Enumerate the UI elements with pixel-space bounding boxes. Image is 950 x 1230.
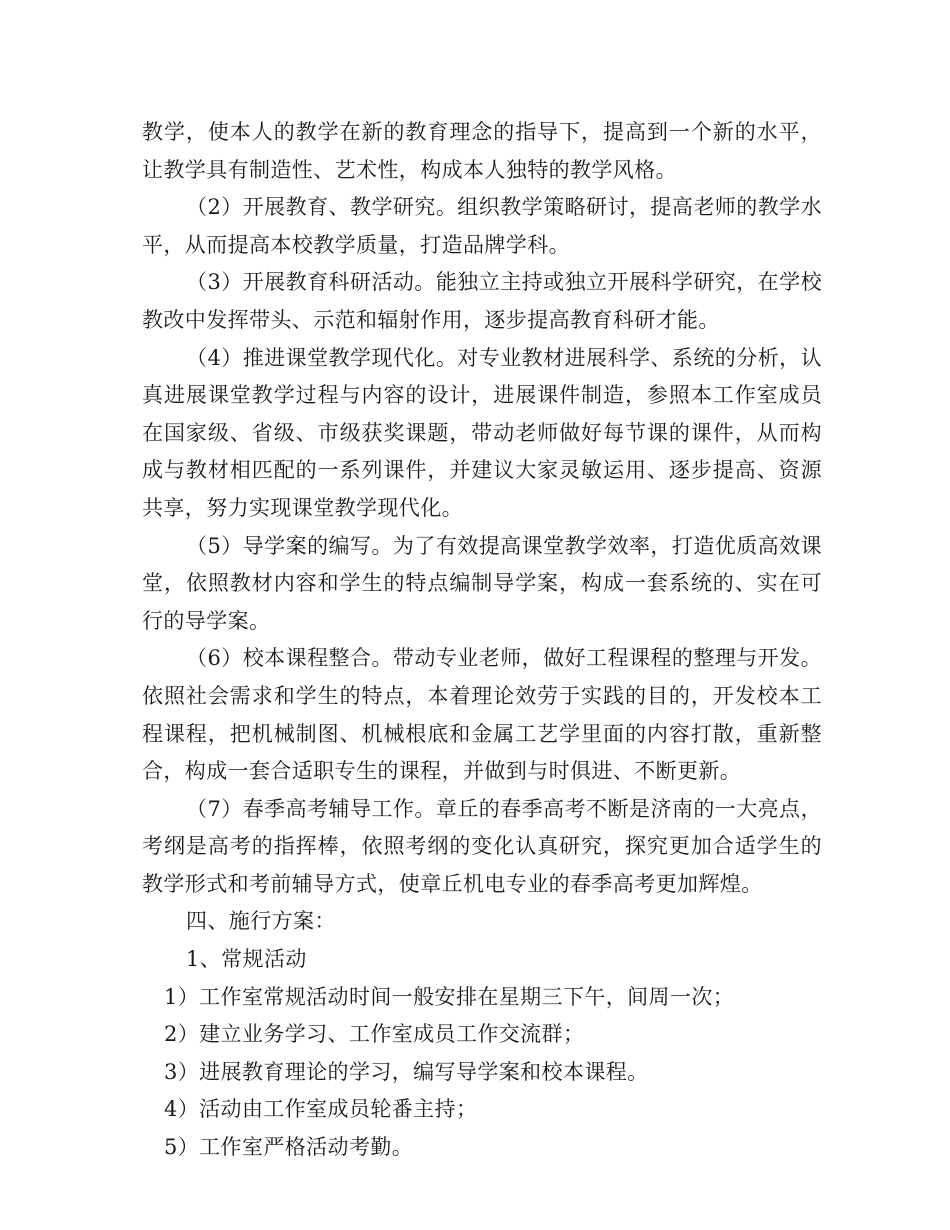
- paragraph-item-5: （5）导学案的编写。为了有效提高课堂教学效率，打造优质高效课堂，依照教材内容和学生的特点编制导学案，构成一套系统的、实在可行的导学案。: [142, 533, 822, 633]
- document-body: [142, 114, 822, 1167]
- paragraph-item-7: （7）春季高考辅导工作。章丘的春季高考不断是济南的一大亮点，考纲是高考的指挥棒，依照考纲的变化认真研究，探究更加合适学生的教学形式和考前辅导方式，使章丘机电专业的春季高考更加辉煌。: [142, 796, 822, 896]
- list-item-3: 3）进展教育理论的学习，编写导学案和校本课程。: [164, 1059, 649, 1084]
- list-item-5: 5）工作室严格活动考勤。: [164, 1135, 414, 1160]
- subsection-heading-1: 1、常规活动: [186, 947, 307, 972]
- list-item-4: 4）活动由工作室成员轮番主持；: [164, 1097, 478, 1122]
- paragraph-item-4: （4）推进课堂教学现代化。对专业教材进展科学、系统的分析，认真进展课堂教学过程与内容的设计，进展课件制造，参照本工作室成员在国家级、省级、市级获奖课题，带动老师做好每节课的课件，从而构成与教材相匹配的一系列课件，并建议大家灵敏运用、逐步提高、资源共享，努力实现课堂教学现代化。: [142, 345, 822, 520]
- list-item-1: 1）工作室常规活动时间一般安排在星期三下午，间周一次；: [164, 984, 735, 1009]
- section-heading-4: 四、施行方案：: [186, 909, 336, 934]
- paragraph-item-3: （3）开展教育科研活动。能独立主持或独立开展科学研究，在学校教改中发挥带头、示范和辐射作用，逐步提高教育科研才能。: [142, 270, 822, 332]
- list-item-2: 2）建立业务学习、工作室成员工作交流群；: [164, 1022, 585, 1047]
- paragraph-item-2: （2）开展教育、教学研究。组织教学策略研讨，提高老师的教学水平，从而提高本校教学质量，打造品牌学科。: [142, 195, 822, 257]
- paragraph-item-6: （6）校本课程整合。带动专业老师，做好工程课程的整理与开发。依照社会需求和学生的特点，本着理论效劳于实践的目的，开发校本工程课程，把机械制图、机械根底和金属工艺学里面的内容打散，重新整合，构成一套合适职专生的课程，并做到与时俱进、不断更新。: [142, 646, 822, 784]
- paragraph-continuation: 教学，使本人的教学在新的教育理念的指导下，提高到一个新的水平，让教学具有制造性、艺术性，构成本人独特的教学风格。: [142, 120, 822, 182]
